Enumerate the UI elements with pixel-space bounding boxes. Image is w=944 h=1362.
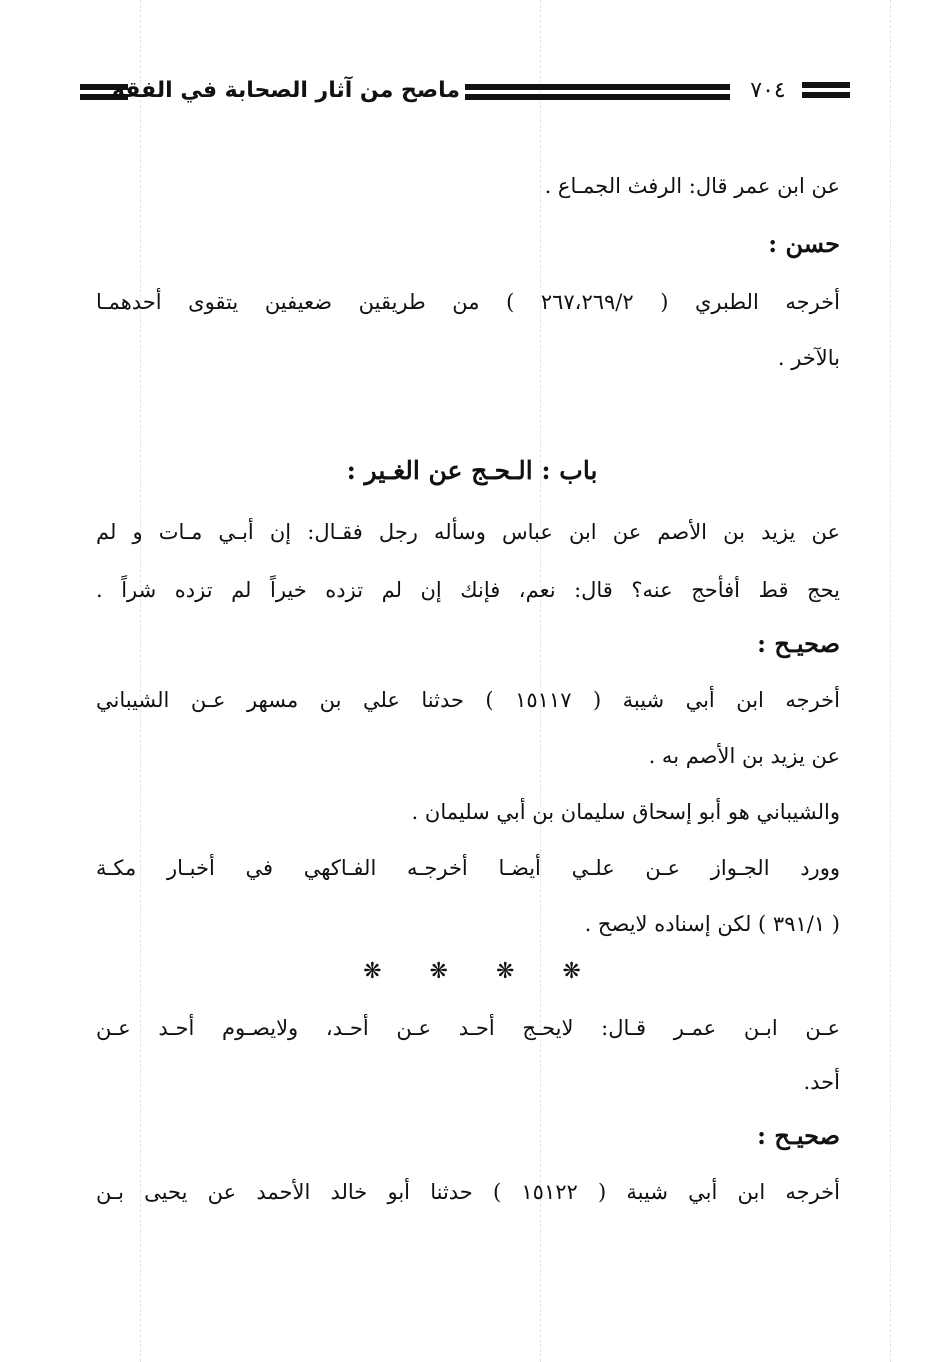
text-line: أخرجه الطبري ( ٢٦٧،٢٦٩/٢ ) من طريقين ضعيفين يتقوى أحدهمـا [96, 290, 840, 314]
scan-line [890, 0, 891, 1362]
text-line: عـن ابـن عمـر قـال: لايحـج أحـد عـن أحـد، ولايصـوم أحـد عـن [96, 1016, 840, 1040]
scan-line [140, 0, 141, 1362]
text-line: يحج قط أفأحج عنه؟ قال: نعم، فإنك إن لم تزده خيراً لم تزده شراً . [96, 578, 840, 602]
text-line: ( ٣٩١/١ ) لكن إسناده لايصح . [584, 912, 840, 936]
text-line: أخرجه ابن أبي شيبة ( ١٥١١٧ ) حدثنا علي بن مسهر عـن الشيباني [96, 688, 840, 712]
text-line: بالآخر . [777, 346, 840, 370]
text-line: والشيباني هو أبو إسحاق سليمان بن أبي سليمان . [411, 800, 840, 824]
text-line: أخرجه ابن أبي شيبة ( ١٥١٢٢ ) حدثنا أبو خالد الأحمد عن يحيى بـن [96, 1180, 840, 1204]
header-rule [465, 94, 730, 100]
book-title: ماصح من آثار الصحابة في الفقه [111, 78, 460, 103]
text-line: عن يزيد بن الأصم عن ابن عباس وسأله رجل فقـال: إن أبـي مـات و لم [96, 520, 840, 544]
text-line: عن يزيد بن الأصم به . [648, 744, 840, 768]
chapter-title: باب : الـحـج عن الغـير : [346, 456, 598, 485]
text-line: أحد. [803, 1070, 840, 1094]
separator-stars: ❋❋❋❋ [363, 959, 629, 984]
header-rule [465, 84, 730, 90]
header-rule [802, 92, 850, 98]
grade-heading: صحيـح : [757, 629, 840, 658]
page-header [80, 74, 850, 108]
grade-heading: حسن : [768, 229, 840, 258]
text-line: عن ابن عمر قال: الرفث الجمـاع . [544, 174, 840, 198]
grade-heading: صحيـح : [757, 1121, 840, 1150]
text-line: وورد الجـواز عـن علـي أيضـا أخرجـه الفـاكهي في أخبـار مكـة [96, 856, 840, 880]
header-rule [802, 82, 850, 88]
page-number: ٧٠٤ [750, 78, 786, 103]
scan-line [540, 0, 541, 1362]
